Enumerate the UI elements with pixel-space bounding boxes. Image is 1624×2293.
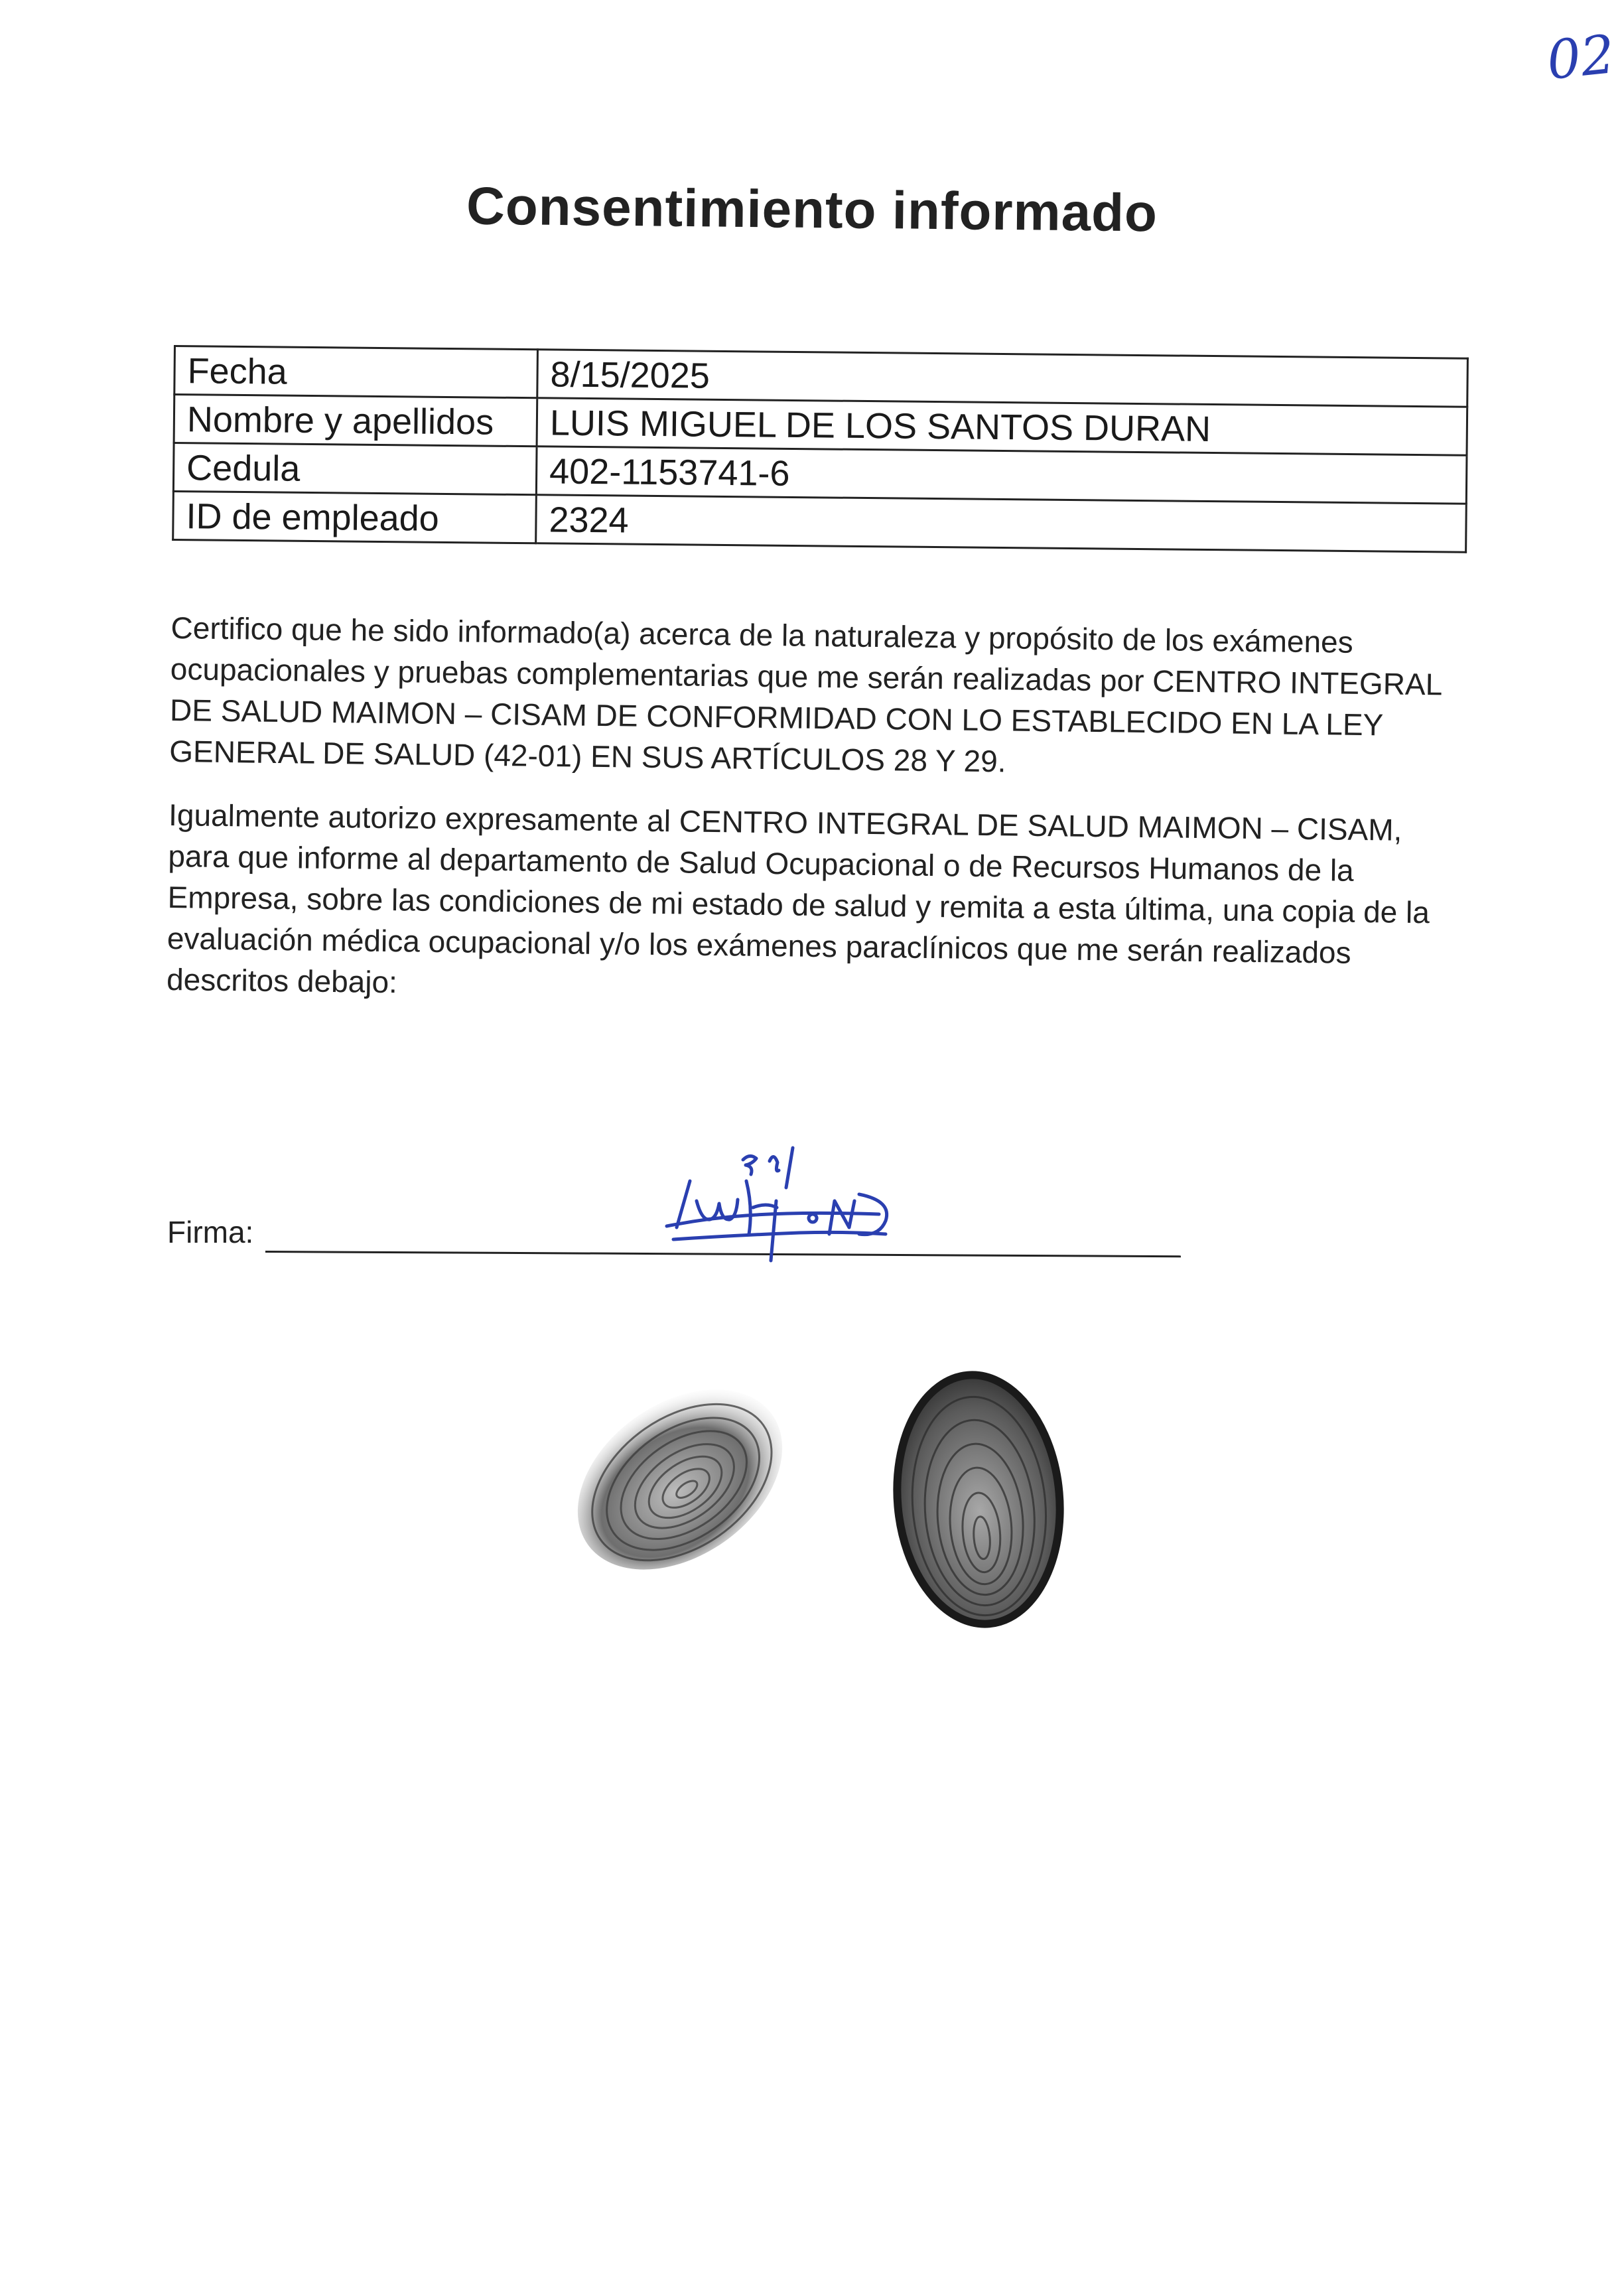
- fingerprint-right: [889, 1367, 1068, 1632]
- consent-paragraph-1: Certifico que he sido informado(a) acerca de la naturaleza y propósito de los exámenes ocupacionales y pruebas complementarias que me serán realizadas por CENTRO INTEGRAL DE SALUD MAIMON – CISAM DE CONFORMIDAD CON LO ESTABLECIDO EN LA LEY GENERAL DE SALUD (42-01) EN SUS ARTÍCULOS 28 Y 29.: [169, 610, 1442, 779]
- id-card-value: 402-1153741-6: [536, 447, 1467, 504]
- signature-label: Firma:: [167, 1215, 254, 1249]
- consent-body: [166, 607, 1471, 1038]
- consent-paragraph-2: Igualmente autorizo expresamente al CENTRO INTEGRAL DE SALUD MAIMON – CISAM, para que informe al departamento de Salud Ocupacional o de Recursos Humanos de la Empresa, sobre las condiciones de mi estado de salud y remita a esta última, una copia de la evaluación médica ocupacional y/o los exámenes paraclínicos que me serán realizados descritos debajo:: [166, 797, 1430, 1000]
- employee-id-label: ID de empleado: [173, 492, 537, 543]
- date-value: 8/15/2025: [537, 350, 1468, 407]
- info-table: [172, 345, 1469, 553]
- name-value: LUIS MIGUEL DE LOS SANTOS DURAN: [537, 398, 1467, 455]
- fingerprint-left: [557, 1373, 803, 1586]
- employee-id-value: 2324: [536, 495, 1467, 552]
- name-label: Nombre y apellidos: [174, 395, 537, 447]
- page-number: 02: [1544, 23, 1618, 92]
- page-title: Consentimiento informado: [466, 176, 1158, 243]
- id-card-label: Cedula: [173, 443, 537, 495]
- date-label: Fecha: [174, 346, 538, 398]
- handwritten-signature: [660, 1141, 899, 1274]
